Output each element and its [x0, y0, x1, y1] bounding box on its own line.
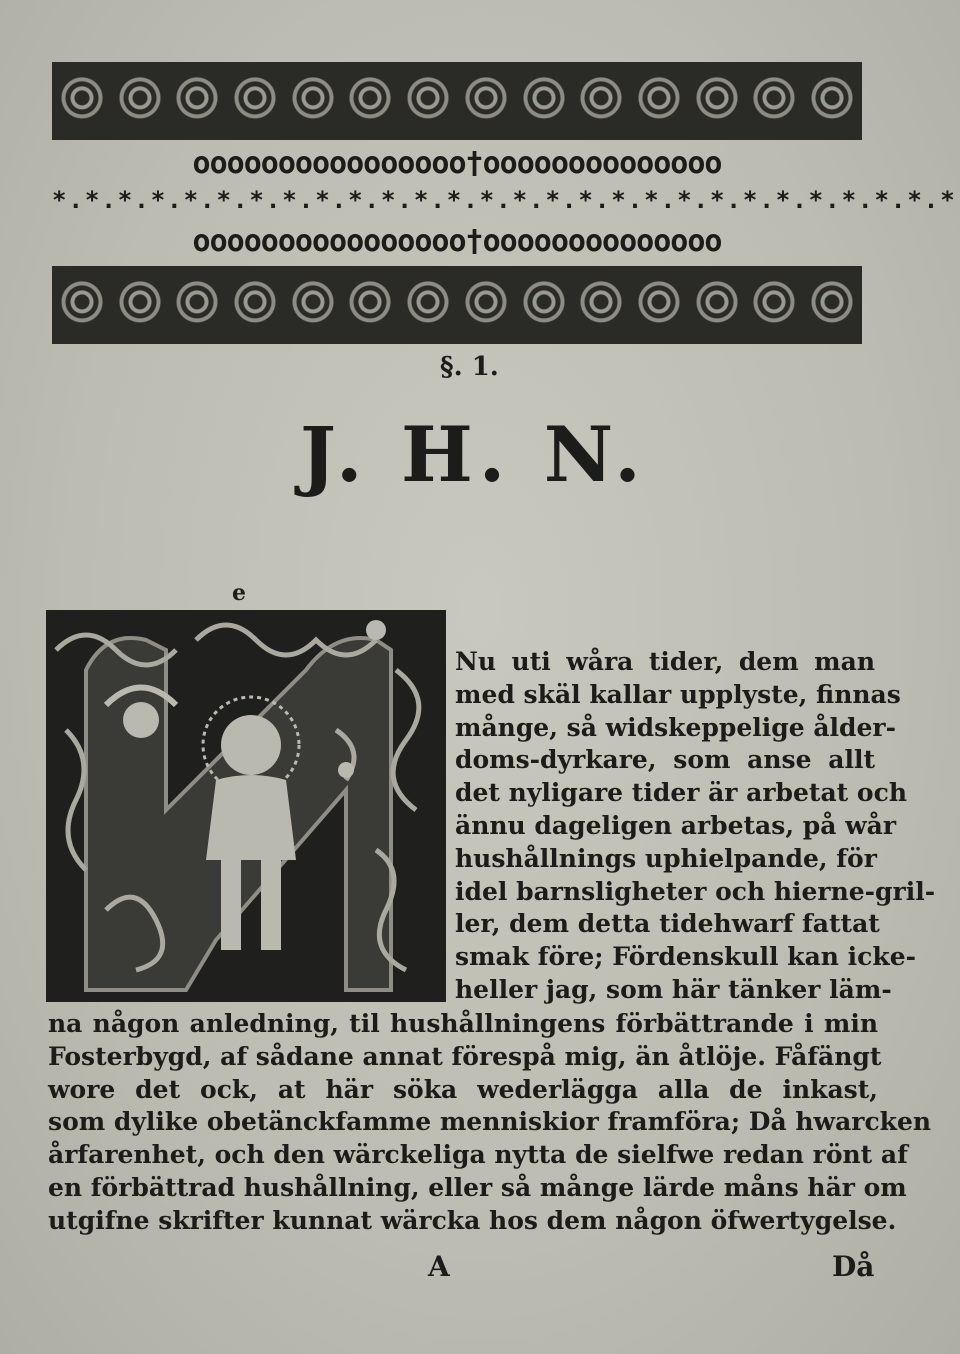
rose-ornament-icon: [229, 70, 281, 132]
text-line: na någon anledning, til hushållningens förbättrande i min: [48, 1009, 878, 1038]
text-line: med skäl kallar upplyste, finnas: [455, 679, 901, 709]
rose-ornament-icon: [518, 70, 570, 132]
text-line: ännu dageligen arbetas, på wår: [455, 810, 897, 840]
circle-ornament-row: oooooooooooooooo†oooooooooooooo: [192, 146, 722, 181]
text-line: Nu uti wåra tider, dem man: [455, 647, 875, 676]
text-line: heller jag, som här tänker läm-: [455, 974, 892, 1004]
text-line: doms-dyrkare, som anse allt: [455, 745, 875, 775]
rose-ornament-icon: [633, 274, 685, 336]
text-line: det nyligare tider är arbetat och: [455, 778, 908, 808]
text-line: månge, så widskeppelige ålder-: [455, 712, 896, 742]
catchword: Då: [832, 1250, 875, 1283]
rose-ornament-icon: [402, 70, 454, 132]
rose-ornament-icon: [518, 274, 570, 336]
decorated-initial: [46, 610, 446, 1002]
text-line: smak före; Fördenskull kan icke-: [455, 942, 916, 972]
rose-ornament-icon: [114, 70, 166, 132]
text-line: idel barnsligheter och hierne-gril-: [455, 876, 936, 906]
text-line: utgifne skrifter kunnat wärcka hos dem någon öfwertygelse.: [48, 1205, 897, 1235]
rose-ornament-icon: [344, 70, 396, 132]
section-number: §. 1.: [440, 352, 499, 382]
text-line: en förbättrad hushållning, eller så månge lärde måns här om: [48, 1172, 907, 1202]
circle-ornament-row: oooooooooooooooo†oooooooooooooo: [192, 224, 722, 259]
text-line: wore det ock, at här söka wederlägga alla de inkast,: [48, 1074, 878, 1104]
text-line: som dylike obetänckfamme menniskior framföra; Då hwarcken: [48, 1107, 932, 1137]
rose-ornament-icon: [460, 70, 512, 132]
rose-ornament-icon: [748, 274, 800, 336]
rose-ornament-icon: [56, 274, 108, 336]
rose-ornament-icon: [575, 70, 627, 132]
page-heading: J. H. N.: [300, 410, 647, 499]
rose-ornament-icon: [806, 70, 858, 132]
rose-ornament-icon: [287, 274, 339, 336]
rose-ornament-icon: [344, 274, 396, 336]
rose-ornament-icon: [691, 70, 743, 132]
rose-ornament-icon: [575, 274, 627, 336]
rose-ornament-icon: [287, 70, 339, 132]
rose-ornament-icon: [806, 274, 858, 336]
rose-ornament-icon: [691, 274, 743, 336]
text-line: årfarenhet, och den wärckeliga nytta de sielfwe redan rönt af: [48, 1140, 908, 1170]
stray-ink-mark: e: [232, 580, 246, 606]
rose-ornament-band-bottom: [52, 266, 862, 344]
rose-ornament-icon: [171, 70, 223, 132]
star-ornament-row: *.*.*.*.*.*.*.*.*.*.*.*.*.*.*.*.*.*.*.*.*.*.*.*.*.*.*.*: [52, 186, 957, 214]
text-line: Fosterbygd, af sådane annat förespå mig, än åtlöje. Fåfängt: [48, 1041, 882, 1071]
rose-ornament-icon: [748, 70, 800, 132]
rose-ornament-icon: [171, 274, 223, 336]
rose-ornament-icon: [402, 274, 454, 336]
rose-ornament-icon: [460, 274, 512, 336]
text-column-narrow: [455, 646, 936, 1007]
rose-ornament-band-top: [52, 62, 862, 140]
text-column-wide: [48, 1008, 932, 1238]
rose-ornament-icon: [633, 70, 685, 132]
text-line: ler, dem detta tidehwarf fattat: [455, 909, 880, 939]
text-line: hushållnings uphielpande, för: [455, 843, 877, 873]
decorated-initial-woodcut-icon: [46, 610, 446, 1002]
rose-ornament-icon: [114, 274, 166, 336]
signature-mark: A: [428, 1250, 450, 1283]
rose-ornament-icon: [56, 70, 108, 132]
rose-ornament-icon: [229, 274, 281, 336]
